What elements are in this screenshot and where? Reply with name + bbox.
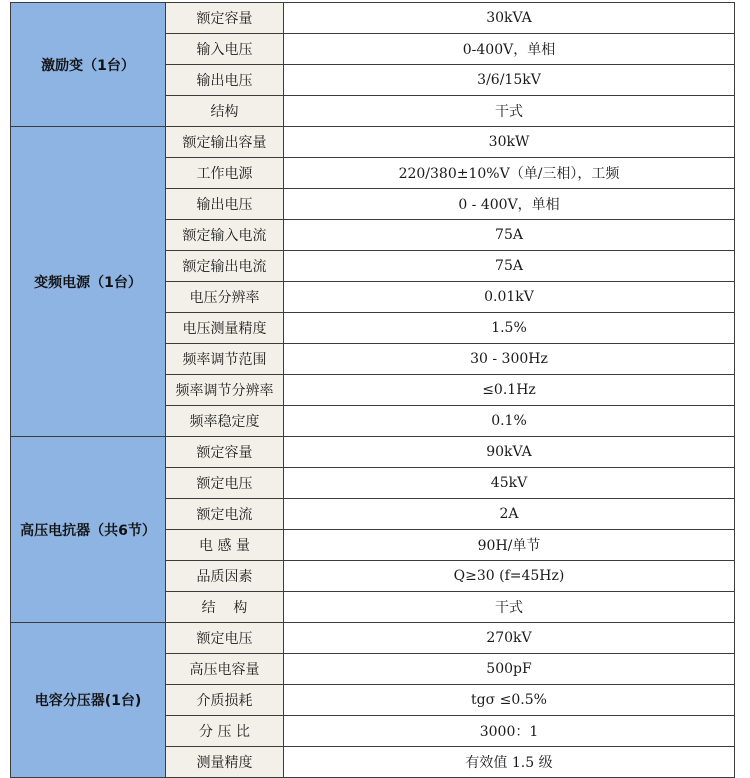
param-value: 干式: [284, 592, 735, 623]
param-label: 介质损耗: [166, 685, 284, 716]
param-value: 90kVA: [284, 437, 735, 468]
param-label: 频率调节范围: [166, 344, 284, 375]
param-label: 额定电压: [166, 468, 284, 499]
table-row: [11, 127, 735, 158]
param-value: tgσ ≤0.5%: [284, 685, 735, 716]
param-label: 测量精度: [166, 747, 284, 778]
param-value: 270kV: [284, 623, 735, 654]
param-value: 0.01kV: [284, 282, 735, 313]
param-value: 干式: [284, 96, 735, 127]
param-value: Q≥30 (f=45Hz): [284, 561, 735, 592]
group-label-hv-reactor: 高压电抗器（共6节）: [11, 437, 166, 623]
param-label: 额定电压: [166, 623, 284, 654]
table-row: [11, 3, 735, 34]
param-label: 额定容量: [166, 437, 284, 468]
param-value: 30 - 300Hz: [284, 344, 735, 375]
param-value: 3/6/15kV: [284, 65, 735, 96]
param-label: 额定电流: [166, 499, 284, 530]
param-label: 频率调节分辨率: [166, 375, 284, 406]
param-value: 2A: [284, 499, 735, 530]
group-label-vfd-power-supply: 变频电源（1台）: [11, 127, 166, 437]
group-label-capacitive-divider: 电容分压器(1台): [11, 623, 166, 778]
param-label: 额定输出容量: [166, 127, 284, 158]
param-label: 品质因素: [166, 561, 284, 592]
param-label: 输入电压: [166, 34, 284, 65]
param-value: 75A: [284, 251, 735, 282]
param-label: 电压测量精度: [166, 313, 284, 344]
param-label: 额定容量: [166, 3, 284, 34]
param-value: 30kVA: [284, 3, 735, 34]
param-label: 额定输出电流: [166, 251, 284, 282]
param-label: 高压电容量: [166, 654, 284, 685]
table-row: [11, 437, 735, 468]
param-label: 结构: [166, 96, 284, 127]
param-value: 0 - 400V，单相: [284, 189, 735, 220]
param-value: 3000：1: [284, 716, 735, 747]
param-label: 工作电源: [166, 158, 284, 189]
param-label: 电 感 量: [166, 530, 284, 561]
param-label: 分 压 比: [166, 716, 284, 747]
param-value: 1.5%: [284, 313, 735, 344]
param-label: 额定输入电流: [166, 220, 284, 251]
param-label: 输出电压: [166, 189, 284, 220]
param-value: 500pF: [284, 654, 735, 685]
group-label-exciter-transformer: 激励变（1台）: [11, 3, 166, 127]
param-value: 75A: [284, 220, 735, 251]
param-value: 90H/单节: [284, 530, 735, 561]
param-label: 结 构: [166, 592, 284, 623]
param-value: 0.1%: [284, 406, 735, 437]
param-label: 输出电压: [166, 65, 284, 96]
param-label: 频率稳定度: [166, 406, 284, 437]
param-label: 电压分辨率: [166, 282, 284, 313]
param-value: 有效值 1.5 级: [284, 747, 735, 778]
param-value: 30kW: [284, 127, 735, 158]
spec-table: [10, 2, 735, 778]
param-value: 0-400V，单相: [284, 34, 735, 65]
table-row: [11, 623, 735, 654]
param-value: ≤0.1Hz: [284, 375, 735, 406]
param-value: 220/380±10%V（单/三相），工频: [284, 158, 735, 189]
param-value: 45kV: [284, 468, 735, 499]
